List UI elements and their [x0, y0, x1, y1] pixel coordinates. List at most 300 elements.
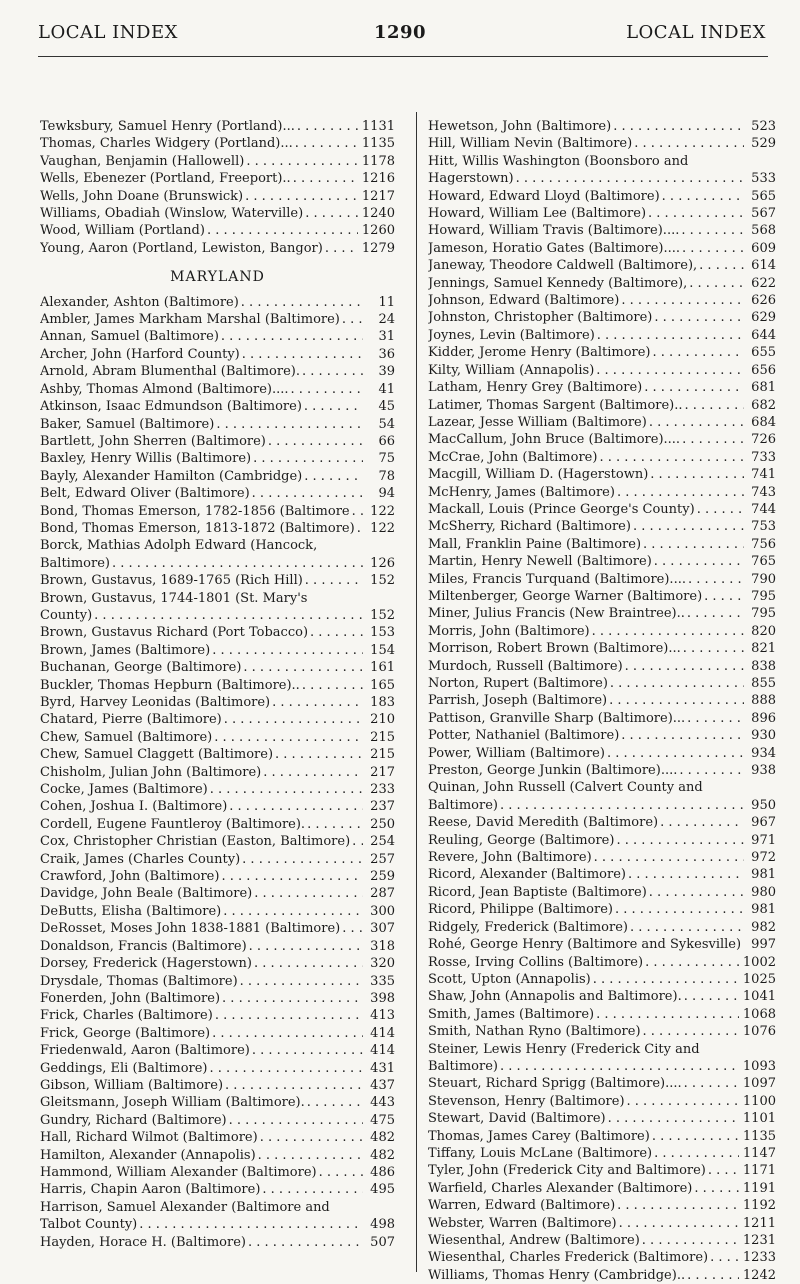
entry-name: Hammond, William Alexander (Baltimore) . . .: [40, 1164, 363, 1181]
index-entry: [40, 642, 395, 659]
entry-page: 443: [370, 1095, 395, 1111]
entry-name: Mall, Franklin Paine (Baltimore) . . .: [428, 536, 744, 553]
entry-name: Potter, Nathaniel (Baltimore) . . .: [428, 727, 744, 744]
entry-name: Rohé, George Henry (Baltimore and Sykesville) . . .: [428, 936, 744, 953]
index-entry: [40, 729, 395, 746]
entry-name: Davidge, John Beale (Baltimore) . . .: [40, 885, 363, 902]
index-entry: [40, 468, 395, 485]
entry-page: 567: [751, 206, 776, 222]
index-entry: [428, 118, 776, 135]
index-entry: [40, 433, 395, 450]
entry-page: 765: [751, 554, 776, 570]
entry-name: McCrae, John (Baltimore) . . .: [428, 449, 744, 466]
entry-page: 938: [751, 763, 776, 779]
entry-page: 122: [370, 520, 395, 536]
entry-page: 950: [751, 797, 776, 813]
column-divider: [416, 112, 417, 1272]
entry-name: Buckler, Thomas Hepburn (Baltimore).. . . .: [40, 677, 363, 694]
index-list-continued: [40, 118, 395, 257]
entry-name: Lazear, Jesse William (Baltimore) . . .: [428, 414, 744, 431]
entry-name: Geddings, Eli (Baltimore) . . .: [40, 1060, 363, 1077]
entry-page: 507: [370, 1234, 395, 1250]
index-entry: [40, 188, 395, 205]
entry-name: Borck, Mathias Adolph Edward (Hancock, Baltimore) . . .: [40, 537, 363, 572]
entry-page: 320: [370, 956, 395, 972]
index-entry: [40, 135, 395, 152]
entry-page: 1242: [742, 1267, 776, 1283]
entry-page: 629: [751, 310, 776, 326]
entry-page: 930: [751, 728, 776, 744]
entry-page: 154: [370, 642, 395, 658]
entry-name: Johnston, Christopher (Baltimore) . . .: [428, 309, 744, 326]
entry-page: 217: [370, 764, 395, 780]
entry-page: 152: [370, 573, 395, 589]
entry-name: Williams, Obadiah (Winslow, Waterville) . . .: [40, 205, 358, 222]
index-entry: [40, 1094, 395, 1111]
entry-name: MacCallum, John Bruce (Baltimore).... . . .: [428, 431, 744, 448]
index-entry: [428, 1267, 776, 1284]
index-entry: [40, 222, 395, 239]
entry-page: 41: [378, 381, 395, 397]
entry-name: Craik, James (Charles County) . . .: [40, 851, 363, 868]
entry-name: Morris, John (Baltimore) . . .: [428, 623, 744, 640]
entry-page: 1191: [742, 1180, 776, 1196]
entry-name: Alexander, Ashton (Baltimore) . . .: [40, 294, 363, 311]
entry-page: 475: [370, 1112, 395, 1128]
entry-page: 1131: [361, 119, 395, 134]
entry-page: 1171: [742, 1163, 776, 1179]
entry-name: Thomas, James Carey (Baltimore) . . .: [428, 1128, 739, 1145]
index-entry: [428, 675, 776, 692]
index-entry: [428, 240, 776, 257]
entry-name: Tyler, John (Frederick City and Baltimore) . . .: [428, 1162, 739, 1179]
index-entry: [428, 623, 776, 640]
entry-name: Howard, William Travis (Baltimore).... . . .: [428, 222, 744, 239]
entry-page: 626: [751, 293, 776, 309]
entry-page: 31: [378, 329, 395, 345]
index-entry: [428, 1180, 776, 1197]
entry-page: 1216: [361, 171, 395, 187]
entry-name: Fonerden, John (Baltimore) . . .: [40, 990, 363, 1007]
entry-name: Wells, Ebenezer (Portland, Freeport).. . . .: [40, 170, 358, 187]
index-entry: [428, 605, 776, 622]
entry-page: 414: [370, 1043, 395, 1059]
index-entry: [428, 571, 776, 588]
index-entry: [40, 624, 395, 641]
entry-name: Steuart, Richard Sprigg (Baltimore).... . . .: [428, 1075, 739, 1092]
entry-name: Williams, Thomas Henry (Cambridge).. . . .: [428, 1267, 739, 1284]
index-entry: [40, 1112, 395, 1129]
index-entry: [428, 1215, 776, 1232]
entry-name: Crawford, John (Baltimore) . . .: [40, 868, 363, 885]
index-entry: [40, 868, 395, 885]
entry-page: 307: [370, 921, 395, 937]
entry-name: Arnold, Abram Blumenthal (Baltimore). . . .: [40, 363, 363, 380]
entry-name: Brown, James (Baltimore) . . .: [40, 642, 363, 659]
index-entry: [40, 294, 395, 311]
index-entry: [40, 1147, 395, 1164]
entry-page: 94: [378, 486, 395, 502]
entry-page: 1233: [742, 1250, 776, 1266]
entry-page: 1101: [742, 1111, 776, 1127]
entry-name: Chew, Samuel Claggett (Baltimore) . . .: [40, 746, 363, 763]
entry-name: Hayden, Horace H. (Baltimore) . . .: [40, 1234, 363, 1251]
entry-page: 1135: [742, 1128, 776, 1144]
entry-name: Chew, Samuel (Baltimore) . . .: [40, 729, 363, 746]
entry-name: Pattison, Granville Sharp (Baltimore)... . . .: [428, 710, 744, 727]
entry-name: Norton, Rupert (Baltimore) . . .: [428, 675, 744, 692]
entry-page: 980: [751, 884, 776, 900]
entry-name: Morrison, Robert Brown (Baltimore)... . . .: [428, 640, 744, 657]
left-column: [40, 118, 395, 1251]
entry-page: 821: [751, 641, 776, 657]
entry-name: Revere, John (Baltimore) . . .: [428, 849, 744, 866]
entry-page: 482: [370, 1130, 395, 1146]
entry-name: Ricord, Alexander (Baltimore) . . .: [428, 866, 744, 883]
entry-name: Warfield, Charles Alexander (Baltimore) . . .: [428, 1180, 739, 1197]
index-entry: [428, 1249, 776, 1266]
entry-page: 11: [378, 294, 395, 310]
entry-name: Hewetson, John (Baltimore) . . .: [428, 118, 744, 135]
entry-name: Power, William (Baltimore) . . .: [428, 745, 744, 762]
index-entry: [428, 1023, 776, 1040]
entry-name: Gibson, William (Baltimore) . . .: [40, 1077, 363, 1094]
entry-page: 790: [751, 571, 776, 587]
entry-page: 1147: [742, 1145, 776, 1161]
entry-name: Macgill, William D. (Hagerstown) . . .: [428, 466, 744, 483]
index-entry: [428, 466, 776, 483]
entry-page: 1068: [742, 1006, 776, 1022]
entry-page: 523: [751, 119, 776, 134]
index-entry: [40, 1007, 395, 1024]
entry-name: Cocke, James (Baltimore) . . .: [40, 781, 363, 798]
entry-name: Miner, Julius Francis (New Braintree).. . . .: [428, 605, 744, 622]
entry-name: Reuling, George (Baltimore) . . .: [428, 832, 744, 849]
index-entry: [428, 1075, 776, 1092]
entry-page: 622: [751, 275, 776, 291]
entry-page: 656: [751, 362, 776, 378]
entry-page: 1178: [361, 153, 395, 169]
index-entry: [40, 381, 395, 398]
index-entry: [40, 798, 395, 815]
index-entry: [40, 711, 395, 728]
index-entry: [428, 692, 776, 709]
index-entry: [40, 170, 395, 187]
entry-name: Murdoch, Russell (Baltimore) . . .: [428, 658, 744, 675]
index-entry: [40, 781, 395, 798]
entry-page: 153: [370, 625, 395, 641]
index-entry: [40, 398, 395, 415]
header-rule: [38, 56, 768, 57]
entry-name: Frick, Charles (Baltimore) . . .: [40, 1007, 363, 1024]
entry-name: Tewksbury, Samuel Henry (Portland)... . . .: [40, 118, 358, 135]
entry-page: 254: [370, 834, 395, 850]
index-entry: [428, 205, 776, 222]
entry-page: 1041: [742, 989, 776, 1005]
entry-name: Donaldson, Francis (Baltimore) . . .: [40, 938, 363, 955]
index-entry: [40, 955, 395, 972]
index-entry: [428, 1041, 776, 1076]
entry-name: Frick, George (Baltimore) . . .: [40, 1025, 363, 1042]
entry-page: 795: [751, 606, 776, 622]
entry-page: 183: [370, 695, 395, 710]
index-entry: [428, 814, 776, 831]
index-entry: [428, 710, 776, 727]
entry-page: 215: [370, 747, 395, 763]
entry-page: 756: [751, 536, 776, 552]
index-entry: [40, 416, 395, 433]
index-entry: [40, 485, 395, 502]
entry-page: 122: [370, 503, 395, 519]
index-entry: [40, 677, 395, 694]
entry-name: Shaw, John (Annapolis and Baltimore). . . .: [428, 988, 739, 1005]
index-entry: [40, 833, 395, 850]
entry-name: Hall, Richard Wilmot (Baltimore) . . .: [40, 1129, 363, 1146]
entry-page: 215: [370, 729, 395, 745]
entry-name: Dorsey, Frederick (Hagerstown) . . .: [40, 955, 363, 972]
index-entry: [40, 311, 395, 328]
entry-page: 1279: [361, 240, 395, 256]
index-entry: [428, 866, 776, 883]
index-entry: [40, 450, 395, 467]
entry-name: Howard, William Lee (Baltimore) . . .: [428, 205, 744, 222]
entry-page: 259: [370, 869, 395, 885]
index-entry: [428, 588, 776, 605]
entry-page: 398: [370, 990, 395, 1006]
entry-name: Janeway, Theodore Caldwell (Baltimore), . . .: [428, 257, 744, 274]
index-entry: [40, 363, 395, 380]
index-entry: [40, 520, 395, 537]
entry-name: Bond, Thomas Emerson, 1813-1872 (Baltimore) . . .: [40, 520, 363, 537]
entry-page: 78: [378, 468, 395, 484]
index-entry: [40, 240, 395, 257]
index-entry: [428, 362, 776, 379]
entry-name: Cordell, Eugene Fauntleroy (Baltimore). . . .: [40, 816, 363, 833]
entry-page: 1076: [742, 1024, 776, 1040]
entry-name: Johnson, Edward (Baltimore) . . .: [428, 292, 744, 309]
entry-name: Steiner, Lewis Henry (Frederick City and Baltimore) . . .: [428, 1041, 739, 1076]
index-entry: [40, 328, 395, 345]
entry-name: Bond, Thomas Emerson, 1782-1856 (Baltimore . . .: [40, 503, 363, 520]
entry-page: 655: [751, 345, 776, 361]
index-entry: [428, 188, 776, 205]
entry-page: 318: [370, 938, 395, 954]
index-list-maryland-continued: [428, 118, 776, 1284]
index-entry: [428, 745, 776, 762]
index-entry: [428, 1128, 776, 1145]
entry-page: 820: [751, 623, 776, 639]
entry-page: 614: [751, 258, 776, 274]
entry-name: Jennings, Samuel Kennedy (Baltimore), . . .: [428, 275, 744, 292]
index-entry: [40, 537, 395, 572]
entry-page: 414: [370, 1025, 395, 1041]
entry-name: Quinan, John Russell (Calvert County and Baltimore) . . .: [428, 779, 744, 814]
index-entry: [40, 920, 395, 937]
entry-name: Annan, Samuel (Baltimore) . . .: [40, 328, 363, 345]
entry-page: 681: [751, 380, 776, 396]
entry-page: 529: [751, 136, 776, 152]
index-entry: [40, 1234, 395, 1251]
index-entry: [40, 118, 395, 135]
entry-page: 39: [378, 364, 395, 380]
entry-name: Hill, William Nevin (Baltimore) . . .: [428, 135, 744, 152]
entry-name: Miles, Francis Turquand (Baltimore).... . . .: [428, 571, 744, 588]
index-entry: [428, 919, 776, 936]
entry-name: Drysdale, Thomas (Baltimore) . . .: [40, 973, 363, 990]
entry-name: Joynes, Levin (Baltimore) . . .: [428, 327, 744, 344]
entry-page: 741: [751, 467, 776, 483]
entry-name: Baxley, Henry Willis (Baltimore) . . .: [40, 450, 363, 467]
entry-name: Friedenwald, Aaron (Baltimore) . . .: [40, 1042, 363, 1059]
entry-name: Miltenberger, George Warner (Baltimore) . . .: [428, 588, 744, 605]
index-entry: [428, 1110, 776, 1127]
entry-page: 972: [751, 850, 776, 866]
entry-page: 126: [370, 555, 395, 571]
entry-name: Wood, William (Portland) . . .: [40, 222, 358, 239]
entry-name: Atkinson, Isaac Edmundson (Baltimore) . . .: [40, 398, 363, 415]
index-entry: [428, 1093, 776, 1110]
entry-name: Latimer, Thomas Sargent (Baltimore).. . . .: [428, 397, 744, 414]
entry-name: Latham, Henry Grey (Baltimore) . . .: [428, 379, 744, 396]
index-entry: [428, 484, 776, 501]
index-entry: [40, 572, 395, 589]
entry-page: 300: [370, 903, 395, 919]
entry-name: Brown, Gustavus, 1744-1801 (St. Mary's County) . . .: [40, 590, 363, 625]
entry-page: 971: [751, 832, 776, 848]
index-entry: [40, 1077, 395, 1094]
index-entry: [40, 764, 395, 781]
entry-name: Gundry, Richard (Baltimore) . . .: [40, 1112, 363, 1129]
entry-page: 726: [751, 432, 776, 448]
entry-name: Stevenson, Henry (Baltimore) . . .: [428, 1093, 739, 1110]
entry-page: 287: [370, 886, 395, 902]
entry-page: 1097: [742, 1076, 776, 1092]
entry-name: Cohen, Joshua I. (Baltimore) . . .: [40, 798, 363, 815]
index-entry: [428, 936, 776, 953]
entry-page: 684: [751, 414, 776, 430]
entry-name: DeButts, Elisha (Baltimore) . . .: [40, 903, 363, 920]
entry-name: Ashby, Thomas Almond (Baltimore).... . . .: [40, 381, 363, 398]
entry-name: Kidder, Jerome Henry (Baltimore) . . .: [428, 344, 744, 361]
index-entry: [40, 1129, 395, 1146]
index-entry: [428, 1197, 776, 1214]
entry-name: Mackall, Louis (Prince George's County) . . .: [428, 501, 744, 518]
index-entry: [40, 1042, 395, 1059]
entry-name: Chatard, Pierre (Baltimore) . . .: [40, 711, 363, 728]
index-entry: [40, 851, 395, 868]
entry-name: Rosse, Irving Collins (Baltimore) . . .: [428, 954, 739, 971]
entry-page: 533: [751, 171, 776, 187]
index-entry: [428, 1145, 776, 1162]
entry-page: 795: [751, 588, 776, 604]
running-header-right: LOCAL INDEX: [626, 22, 766, 43]
index-entry: [428, 275, 776, 292]
entry-name: Wiesenthal, Andrew (Baltimore) . . .: [428, 1232, 739, 1249]
index-entry: [428, 397, 776, 414]
entry-name: Chisholm, Julian John (Baltimore) . . .: [40, 764, 363, 781]
index-entry: [428, 449, 776, 466]
entry-page: 486: [370, 1164, 395, 1180]
entry-page: 54: [378, 416, 395, 432]
index-entry: [40, 816, 395, 833]
index-entry: [40, 1199, 395, 1234]
index-entry: [40, 1181, 395, 1198]
index-entry: [428, 501, 776, 518]
entry-page: 1093: [742, 1058, 776, 1074]
entry-name: DeRosset, Moses John 1838-1881 (Baltimore) . . .: [40, 920, 363, 937]
right-column: [428, 118, 776, 1284]
entry-page: 743: [751, 484, 776, 500]
entry-page: 1135: [361, 136, 395, 152]
entry-page: 838: [751, 658, 776, 674]
entry-page: 210: [370, 712, 395, 728]
entry-name: Harrison, Samuel Alexander (Baltimore and Talbot County) . . .: [40, 1199, 363, 1234]
index-entry: [428, 553, 776, 570]
index-entry: [428, 379, 776, 396]
entry-page: 744: [751, 501, 776, 517]
entry-name: Tiffany, Louis McLane (Baltimore) . . .: [428, 1145, 739, 1162]
index-entry: [428, 135, 776, 152]
entry-page: 237: [370, 799, 395, 815]
index-entry: [40, 1025, 395, 1042]
entry-name: Webster, Warren (Baltimore) . . .: [428, 1215, 739, 1232]
index-entry: [428, 884, 776, 901]
entry-name: Buchanan, George (Baltimore) . . .: [40, 659, 363, 676]
entry-page: 495: [370, 1182, 395, 1198]
index-entry: [428, 153, 776, 188]
entry-name: Ricord, Jean Baptiste (Baltimore) . . .: [428, 884, 744, 901]
entry-page: 888: [751, 693, 776, 709]
entry-name: Reese, David Meredith (Baltimore) . . .: [428, 814, 744, 831]
entry-name: Preston, George Junkin (Baltimore).... . . .: [428, 762, 744, 779]
state-heading: MARYLAND: [170, 269, 265, 286]
index-entry: [40, 659, 395, 676]
index-entry: [40, 503, 395, 520]
entry-page: 24: [378, 312, 395, 328]
entry-page: 982: [751, 919, 776, 935]
entry-page: 1211: [742, 1215, 776, 1231]
running-header-left: LOCAL INDEX: [38, 22, 178, 43]
entry-page: 981: [751, 902, 776, 918]
entry-page: 565: [751, 188, 776, 204]
entry-name: McSherry, Richard (Baltimore) . . .: [428, 518, 744, 535]
entry-name: Archer, John (Harford County) . . .: [40, 346, 363, 363]
index-entry: [40, 346, 395, 363]
index-entry: [428, 988, 776, 1005]
entry-page: 855: [751, 676, 776, 691]
entry-page: 152: [370, 607, 395, 623]
index-entry: [428, 1232, 776, 1249]
entry-page: 967: [751, 815, 776, 831]
entry-name: Bartlett, John Sherren (Baltimore) . . .: [40, 433, 363, 450]
index-entry: [40, 1060, 395, 1077]
entry-page: 934: [751, 745, 776, 761]
entry-page: 66: [378, 433, 395, 449]
index-entry: [428, 901, 776, 918]
index-entry: [428, 292, 776, 309]
entry-page: 413: [370, 1008, 395, 1024]
entry-page: 257: [370, 851, 395, 867]
entry-name: Martin, Henry Newell (Baltimore) . . .: [428, 553, 744, 570]
entry-page: 250: [370, 816, 395, 832]
index-entry: [428, 954, 776, 971]
entry-name: Ricord, Philippe (Baltimore) . . .: [428, 901, 744, 918]
index-entry: [40, 590, 395, 625]
index-entry: [428, 832, 776, 849]
index-entry: [428, 762, 776, 779]
index-entry: [40, 885, 395, 902]
entry-name: Smith, Nathan Ryno (Baltimore) . . .: [428, 1023, 739, 1040]
